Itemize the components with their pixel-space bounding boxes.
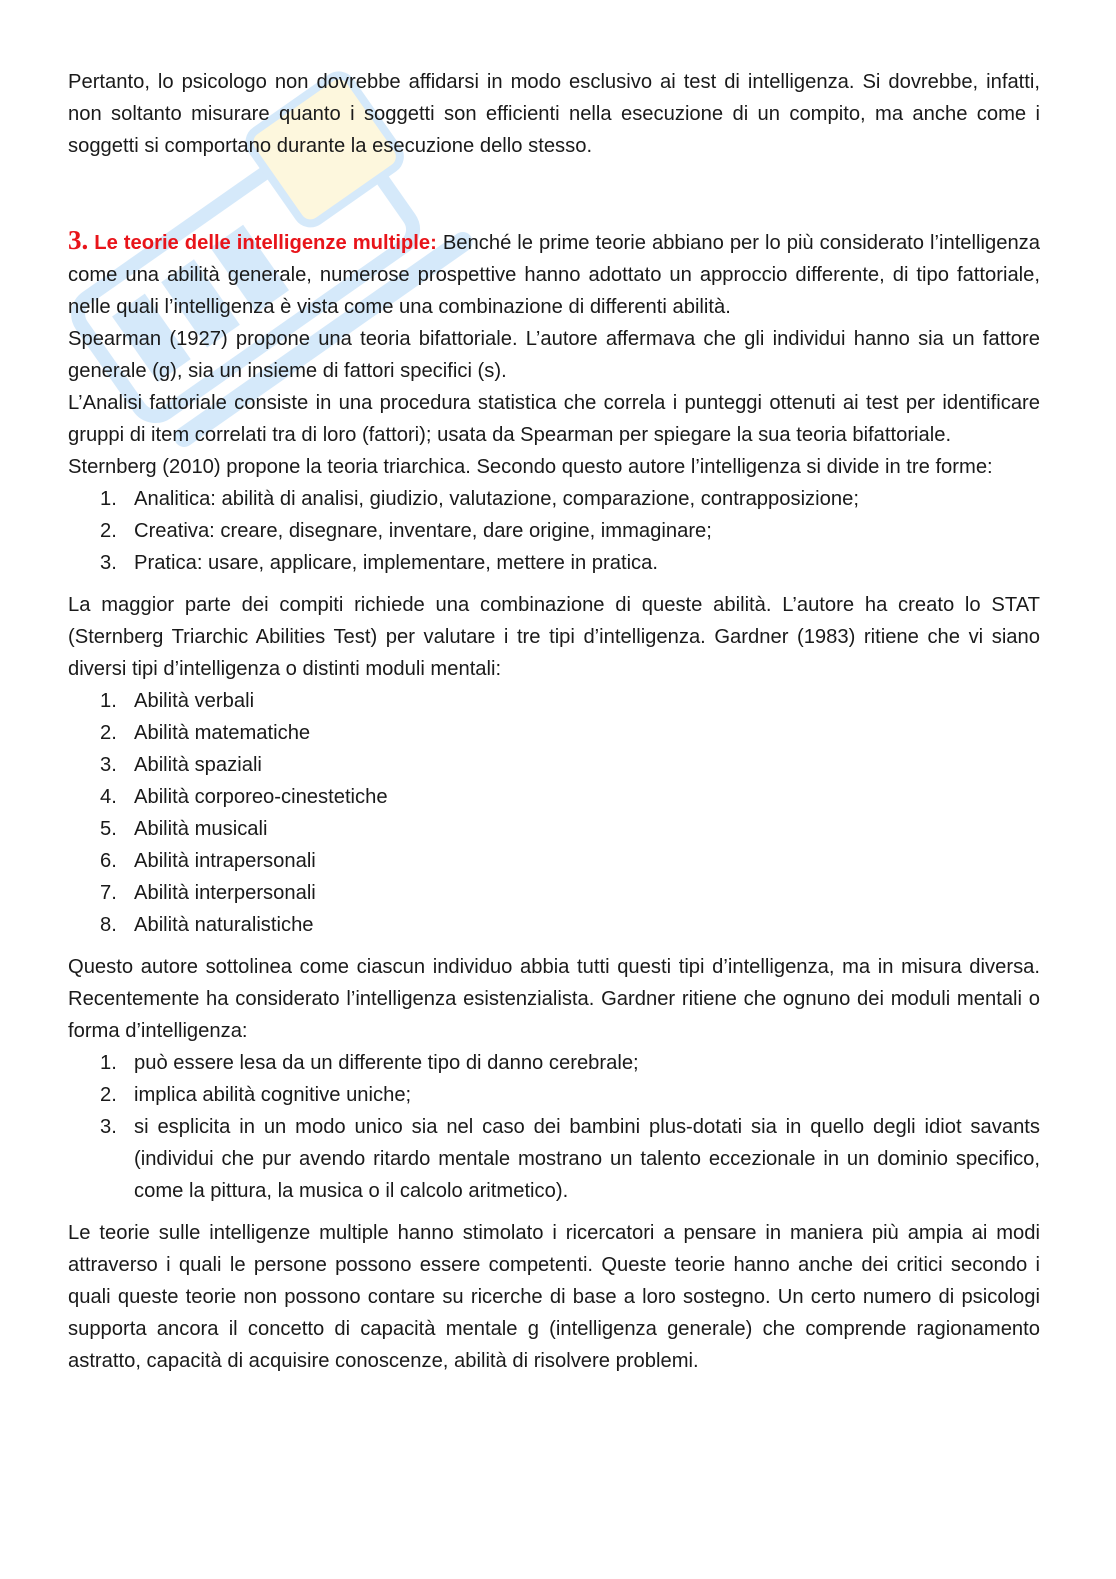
section-number: 3. [68,225,89,255]
list-item: 2. Creativa: creare, disegnare, inventare, dare origine, immaginare; [100,520,712,542]
list-item: 5. Abilità musicali [100,818,268,840]
modules-list [68,1047,1040,1207]
list-item: 4. Abilità corporeo-cinestetiche [100,786,388,808]
list-item: 3. Pratica: usare, applicare, implementare, mettere in pratica. [100,552,658,574]
intro-paragraph: Pertanto, lo psicologo non dovrebbe affidarsi in modo esclusivo ai test di intelligenza. Si dovrebbe, infatti, non soltanto misurare quanto i soggetti son efficienti nella esecuzione di un compito, ma anche come i soggetti si comportano durante la esecuzione dello stesso. [68,71,1040,157]
section-intro-paragraph [68,224,1040,323]
list-item: 2. implica abilità cognitive uniche; [100,1084,412,1106]
list-item: 1. può essere lesa da un differente tipo di danno cerebrale; [100,1052,639,1074]
list-item: 1. Abilità verbali [100,690,255,712]
stat-paragraph: La maggior parte dei compiti richiede una combinazione di queste abilità. L’autore ha creato lo STAT (Sternberg Triarchic Abilities Test) per valutare i tre tipi d’intelligenza. Gardner (1983) ritiene che vi siano diversi tipi d’intelligenza o distinti moduli mentali: [68,594,1040,680]
list-item: 2. Abilità matematiche [100,722,311,744]
list-item: 8. Abilità naturalistiche [100,914,314,936]
gardner-list [68,685,1040,941]
list-item: 1. Analitica: abilità di analisi, giudizio, valutazione, comparazione, contrapposizione; [100,488,859,510]
analisi-fattoriale-paragraph: L’Analisi fattoriale consiste in una procedura statistica che correla i punteggi ottenuti ai test per identificare gruppi di item correlati tra di loro (fattori); usata da Spearman per spiegare la sua teoria bifattoriale. [68,392,1040,446]
final-paragraph: Le teorie sulle intelligenze multiple hanno stimolato i ricercatori a pensare in maniera più ampia ai modi attraverso i quali le persone possono essere competenti. Queste teorie hanno anche dei critici secondo i quali queste teorie non possono contare su ricerche di base a loro sostegno. Un certo numero di psicologi supporta ancora il concetto di capacità mentale g (intelligenza generale) che comprende ragionamento astratto, capacità di acquisire conoscenze, abilità di risolvere problemi. [68,1222,1040,1372]
gardner-modules-paragraph: Questo autore sottolinea come ciascun individuo abbia tutti questi tipi d’intelligenza, ma in misura diversa. Recentemente ha considerato l’intelligenza esistenzialista. Gardner ritiene che ognuno dei moduli mentali o forma d’intelligenza: [68,956,1040,1042]
section-lead-text: Benché le prime teorie abbiano per lo più considerato l’intelligenza come una abilità generale, numerose prospettive hanno adottato un approccio differente, di tipo fattoriale, nelle quali l’intelligenza è vista come una combinazione di differenti abilità. [68,232,1040,318]
list-item: 3. Abilità spaziali [100,754,262,776]
sternberg-paragraph: Sternberg (2010) propone la teoria triarchica. Secondo questo autore l’intelligenza si divide in tre forme: [68,456,993,478]
list-item: 7. Abilità interpersonali [100,882,316,904]
spearman-paragraph: Spearman (1927) propone una teoria bifattoriale. L’autore affermava che gli individui hanno sia un fattore generale (g), sia un insieme di fattori specifici (s). [68,328,1040,382]
list-item: 6. Abilità intrapersonali [100,850,316,872]
list-item: 3. si esplicita in un modo unico sia nel caso dei bambini plus-dotati sia in quello degli idiot savants (individui che pur avendo ritardo mentale mostrano un talento eccezionale in un dominio specifico, come la pittura, la musica o il calcolo aritmetico). [100,1116,1040,1202]
sternberg-list [68,483,1040,579]
section-title: Le teorie delle intelligenze multiple: [94,232,437,254]
document-page [68,66,1040,1377]
